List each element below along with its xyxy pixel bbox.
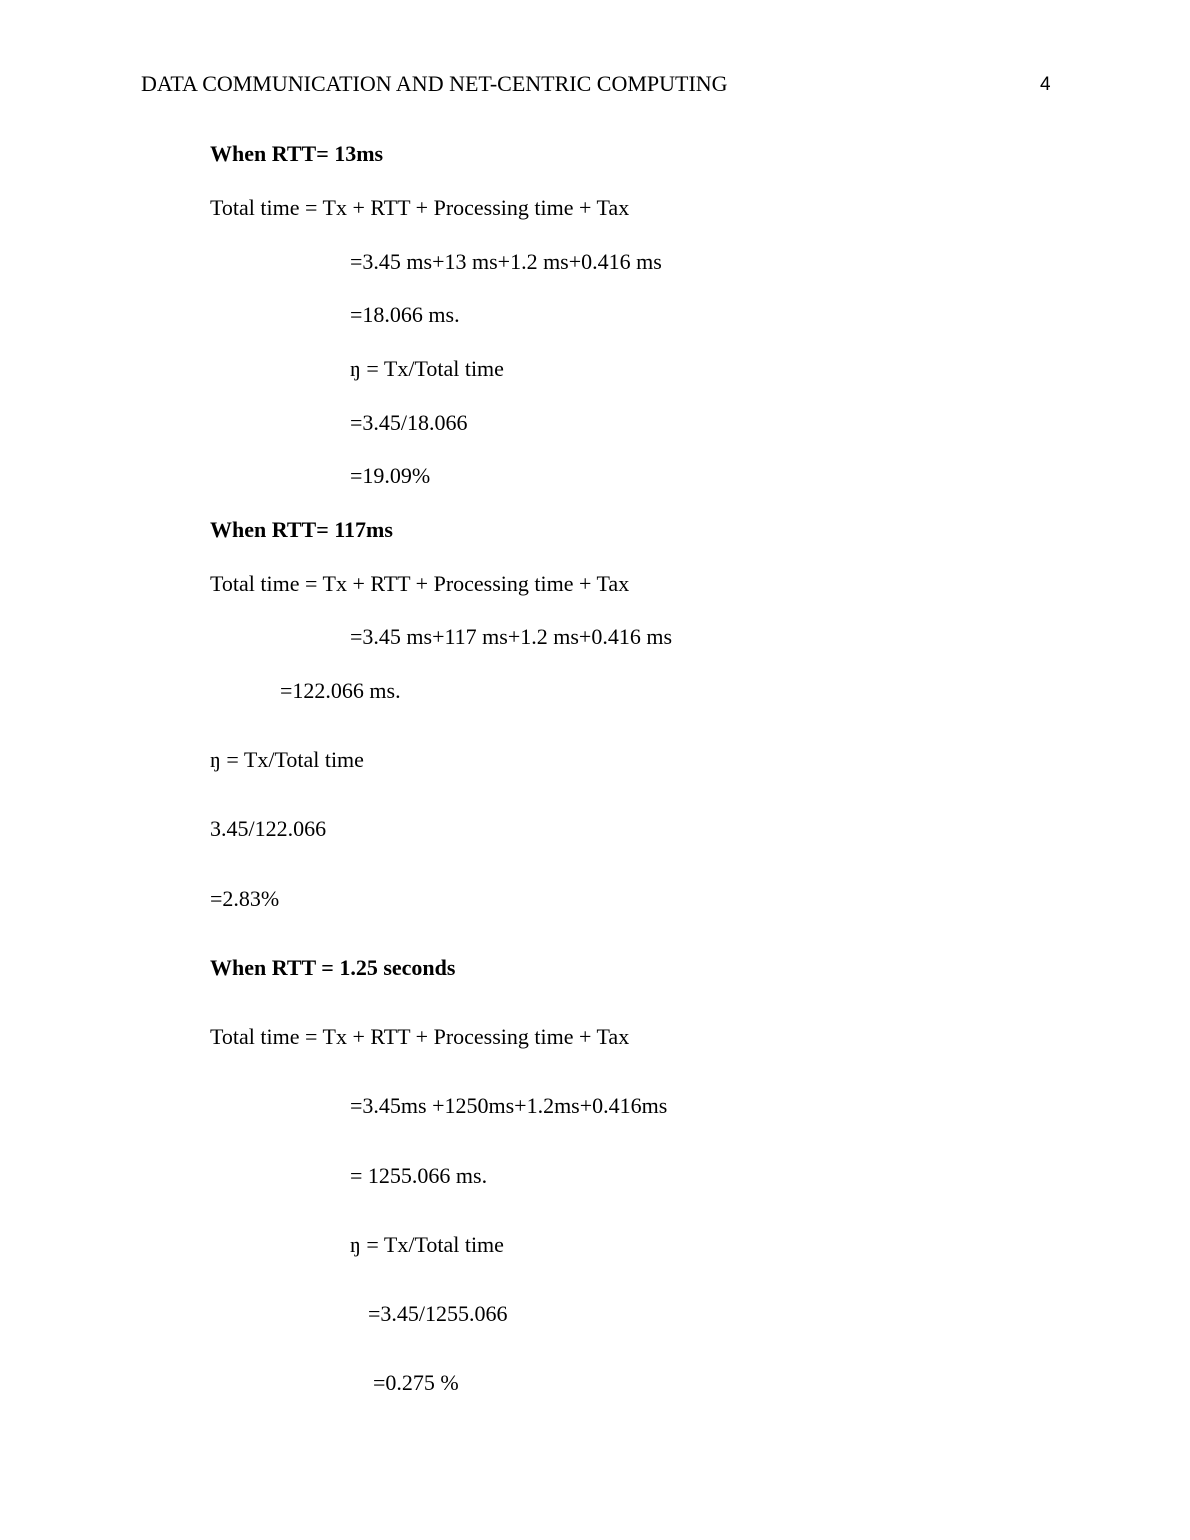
total-time-result: =18.066 ms. bbox=[350, 302, 460, 327]
efficiency-substitution: =3.45/18.066 bbox=[350, 410, 468, 435]
running-head: DATA COMMUNICATION AND NET-CENTRIC COMPUTING bbox=[141, 71, 728, 96]
total-time-result: = 1255.066 ms. bbox=[350, 1163, 488, 1188]
efficiency-result: =19.09% bbox=[350, 463, 431, 488]
efficiency-result: =2.83% bbox=[210, 886, 280, 911]
total-time-result: =122.066 ms. bbox=[280, 678, 401, 703]
total-time-substitution: =3.45 ms+117 ms+1.2 ms+0.416 ms bbox=[350, 624, 673, 649]
efficiency-substitution: =3.45/1255.066 bbox=[368, 1301, 508, 1326]
section-heading-rtt-13ms: When RTT= 13ms bbox=[210, 141, 384, 166]
section-heading-rtt-117ms: When RTT= 117ms bbox=[210, 517, 393, 542]
efficiency-formula: ŋ = Tx/Total time bbox=[350, 1232, 504, 1257]
efficiency-substitution: 3.45/122.066 bbox=[210, 816, 327, 841]
total-time-formula: Total time = Tx + RTT + Processing time + Tax bbox=[210, 571, 630, 596]
section-heading-rtt-1-25-seconds: When RTT = 1.25 seconds bbox=[210, 955, 456, 980]
total-time-substitution: =3.45 ms+13 ms+1.2 ms+0.416 ms bbox=[350, 249, 662, 274]
efficiency-formula: ŋ = Tx/Total time bbox=[350, 356, 504, 381]
efficiency-result: =0.275 % bbox=[373, 1370, 459, 1395]
total-time-formula: Total time = Tx + RTT + Processing time + Tax bbox=[210, 1024, 630, 1049]
total-time-formula: Total time = Tx + RTT + Processing time + Tax bbox=[210, 195, 630, 220]
page-number: 4 bbox=[1040, 74, 1051, 95]
efficiency-formula: ŋ = Tx/Total time bbox=[210, 747, 364, 772]
total-time-substitution: =3.45ms +1250ms+1.2ms+0.416ms bbox=[350, 1093, 668, 1118]
